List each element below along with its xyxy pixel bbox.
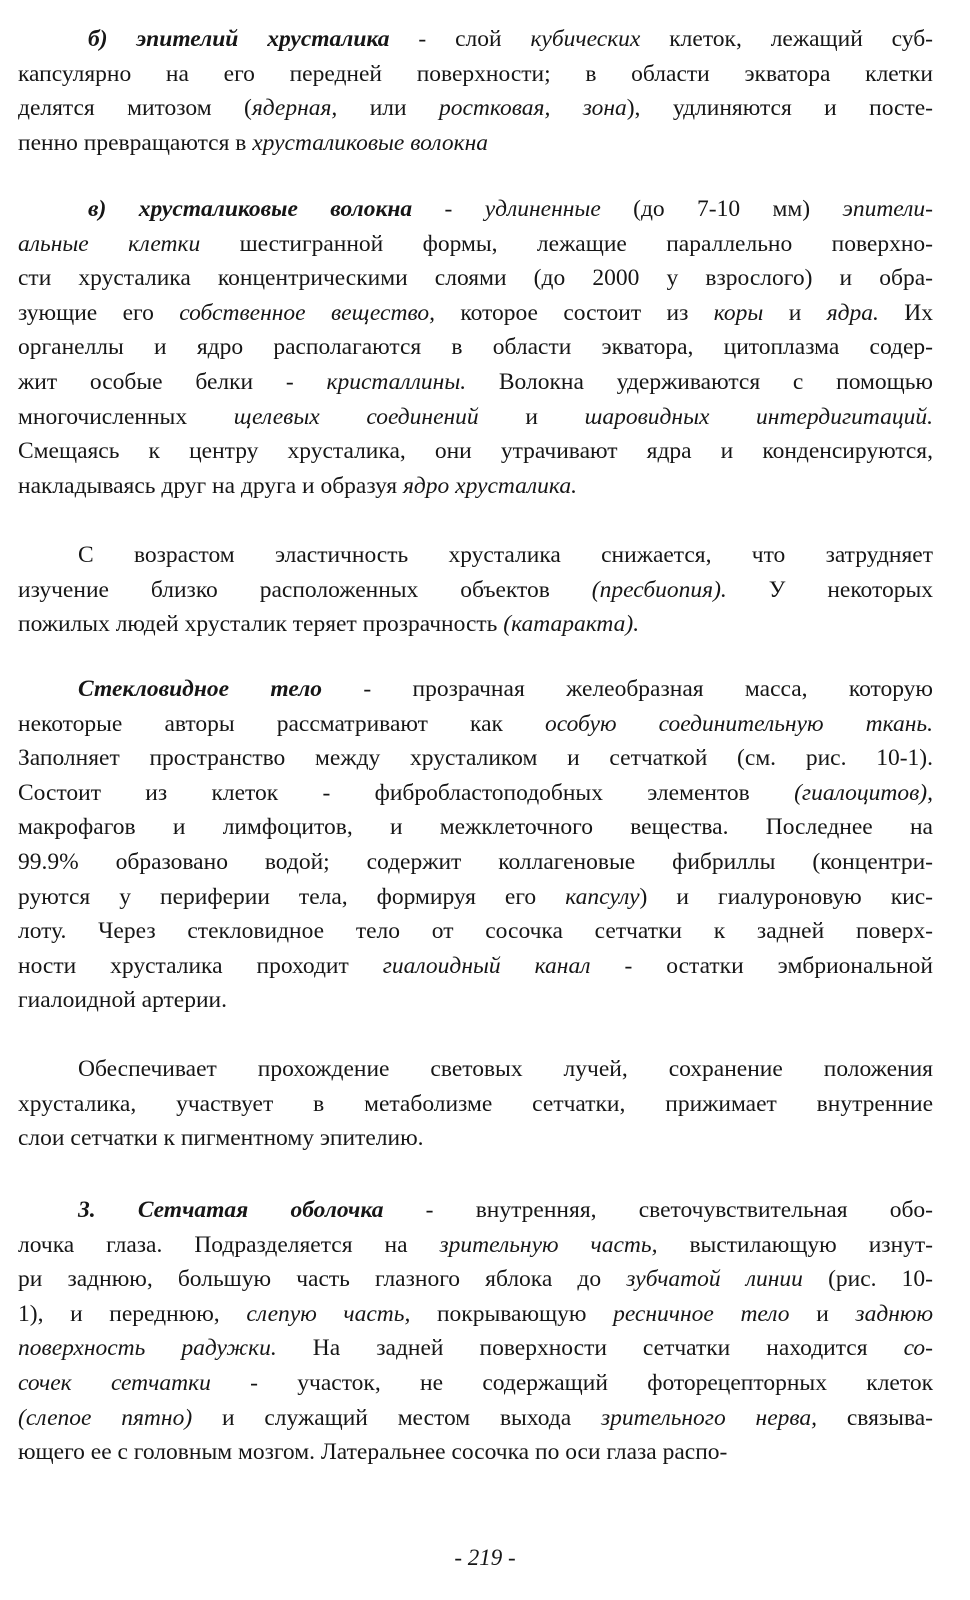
italic-term: ресничное тело	[613, 1300, 790, 1327]
text-line	[18, 707, 933, 742]
text-run: накладываясь друг на друга и образуя	[18, 472, 403, 499]
text-run: Их	[878, 299, 934, 326]
text-run: (рис. 10-	[802, 1266, 933, 1293]
text-run: зующие его	[18, 299, 180, 326]
text-line	[18, 434, 933, 469]
italic-term: удлиненные	[484, 196, 601, 222]
text-line	[18, 22, 933, 57]
italic-term: коры	[713, 299, 764, 326]
italic-term: гиалоидный канал	[382, 952, 591, 979]
text-run: пожилых людей хрусталик теряет прозрачность	[18, 611, 504, 638]
text-line	[18, 261, 933, 296]
paragraph-p6	[18, 1193, 933, 1470]
text-line	[18, 1193, 933, 1228]
italic-term: зубчатой линии	[626, 1266, 803, 1293]
text-line	[18, 1297, 933, 1332]
text-line	[18, 845, 933, 880]
text-line	[18, 776, 933, 811]
text-line	[18, 57, 933, 92]
text-run: У некоторых	[726, 576, 933, 603]
italic-term: ядра.	[826, 299, 879, 326]
text-run: Состоит из клеток - фибробластоподобных элементов	[18, 779, 795, 806]
text-run: и	[478, 403, 585, 430]
text-line	[18, 1366, 933, 1401]
text-line	[18, 1087, 933, 1122]
italic-term: (гиалоцитов),	[794, 779, 933, 806]
text-run: Заполняет пространство между хрусталиком и сетчаткой (см. рис. 10-1).	[18, 745, 933, 772]
text-line	[18, 1228, 933, 1263]
text-run: - прозрачная желеобразная масса, которую	[322, 676, 933, 702]
text-run: гиалоидной артерии.	[18, 987, 227, 1014]
text-run: делятся митозом (	[18, 95, 252, 122]
text-line	[18, 330, 933, 365]
text-run: - остатки эмбриональной	[590, 952, 933, 979]
text-run: лоту. Через стекловидное тело от сосочка сетчатки к задней поверх-	[18, 918, 933, 945]
paragraph-p2	[18, 192, 933, 503]
italic-term: капсулу	[565, 883, 640, 910]
text-line	[18, 126, 933, 161]
text-run: и	[789, 1300, 856, 1327]
text-line	[18, 192, 933, 227]
text-run: Смещаясь к центру хрусталика, они утрачивают ядра и конденсируются,	[18, 438, 933, 465]
text-run: пенно превращаются в	[18, 129, 253, 156]
text-run: - участок, не содержащий фоторецепторных клеток	[210, 1369, 933, 1396]
text-run: ), удлиняются и посте-	[626, 95, 934, 122]
text-run: капсулярно на его передней поверхности; в области экватора клетки	[18, 60, 933, 87]
text-run: которое состоит из	[434, 299, 714, 326]
text-run: лочка глаза. Подразделяется на	[18, 1231, 440, 1258]
text-line	[18, 1121, 933, 1156]
text-line	[18, 1435, 933, 1470]
text-run: органеллы и ядро располагаются в области экватора, цитоплазма содер-	[18, 334, 933, 361]
text-run: связыва-	[817, 1404, 934, 1431]
italic-term: кристаллины.	[326, 368, 467, 395]
text-line	[18, 672, 933, 707]
text-run: и	[763, 299, 827, 326]
italic-term: зрительного нерва,	[600, 1404, 818, 1431]
paragraph-p1	[18, 22, 933, 160]
italic-term: ростковая, зона	[438, 95, 627, 122]
text-line	[18, 469, 933, 504]
italic-term: хрусталиковые волокна	[252, 129, 488, 156]
italic-term: сочек сетчатки	[18, 1369, 211, 1396]
italic-term: эпители-	[842, 196, 933, 222]
section-heading: б) эпителий хрусталика	[88, 26, 390, 52]
text-line	[18, 365, 933, 400]
text-run: ) и гиалуроновую кис-	[639, 883, 934, 910]
text-run: (до 7-10 мм)	[600, 196, 843, 222]
italic-term: поверхность радужки.	[18, 1335, 277, 1362]
text-run: сти хрусталика концентрическими слоями (до 2000 у взрослого) и обра-	[18, 265, 933, 292]
text-line	[18, 227, 933, 262]
text-run: - слой	[389, 26, 531, 52]
page-number: - 219 -	[454, 1545, 516, 1570]
text-line	[18, 1052, 933, 1087]
text-run: руются у периферии тела, формируя его	[18, 883, 566, 910]
italic-term: шаровидных интердигитаций.	[584, 403, 933, 430]
text-line	[18, 1262, 933, 1297]
italic-term: заднюю	[855, 1300, 934, 1327]
text-line	[18, 880, 933, 915]
text-run: или	[337, 95, 439, 122]
text-run: клеток, лежащий суб-	[640, 26, 933, 52]
text-run: На задней поверхности сетчатки находится	[276, 1335, 904, 1362]
italic-term: со-	[903, 1335, 933, 1362]
text-line	[18, 91, 933, 126]
italic-term: слепую часть,	[246, 1300, 411, 1327]
section-heading: в) хрусталиковые волокна	[88, 196, 413, 222]
italic-term: (пресбиопия).	[591, 576, 727, 603]
text-run: Волокна удерживаются с помощью	[466, 368, 933, 395]
italic-term: щелевых соединений	[233, 403, 479, 430]
text-line	[18, 296, 933, 331]
italic-term: ядерная,	[251, 95, 338, 122]
italic-term: особую соединительную ткань.	[545, 710, 933, 737]
text-run: и служащий местом выхода	[192, 1404, 601, 1431]
text-line	[18, 983, 933, 1018]
text-run: -	[412, 196, 485, 222]
text-run: 1), и переднюю,	[18, 1300, 247, 1327]
text-run: шестигранной формы, лежащие параллельно поверхно-	[200, 230, 933, 257]
italic-term: кубических	[530, 26, 641, 52]
italic-term: (слепое пятно)	[18, 1404, 193, 1431]
text-run: ющего ее с головным мозгом. Латеральнее сосочка по оси глаза распо-	[18, 1439, 728, 1466]
text-run: 99.9% образовано водой; содержит коллагеновые фибриллы (концентри-	[18, 848, 933, 875]
text-run: слои сетчатки к пигментному эпителию.	[18, 1125, 424, 1152]
text-line	[18, 810, 933, 845]
italic-term: альные клетки	[18, 230, 201, 257]
text-run: изучение близко расположенных объектов	[18, 576, 592, 603]
italic-term: зрительную часть,	[439, 1231, 658, 1258]
text-run: С возрастом эластичность хрусталика снижается, что затрудняет	[78, 542, 933, 568]
text-line	[18, 607, 933, 642]
text-line	[18, 538, 933, 573]
text-run: ри заднюю, большую часть глазного яблока до	[18, 1266, 627, 1293]
text-line	[18, 949, 933, 984]
italic-term: ядро хрусталика.	[403, 472, 577, 499]
text-line	[18, 741, 933, 776]
text-run: Обеспечивает прохождение световых лучей, сохранение положения	[78, 1056, 933, 1082]
text-line	[18, 914, 933, 949]
text-run: многочисленных	[18, 403, 234, 430]
italic-term: (катаракта).	[503, 611, 640, 638]
text-line	[18, 573, 933, 608]
italic-term: собственное вещество,	[179, 299, 435, 326]
section-heading: 3. Сетчатая оболочка	[78, 1197, 384, 1223]
paragraph-p3	[18, 538, 933, 642]
text-run: макрофагов и лимфоцитов, и межклеточного вещества. Последнее на	[18, 814, 933, 841]
text-run: ности хрусталика проходит	[18, 952, 383, 979]
text-run: покрывающую	[410, 1300, 614, 1327]
text-line	[18, 1401, 933, 1436]
text-run: - внутренняя, светочувствительная обо-	[383, 1197, 933, 1223]
paragraph-p4	[18, 672, 933, 1018]
text-run: жит особые белки -	[18, 368, 327, 395]
text-run: выстилающую изнут-	[657, 1231, 933, 1258]
text-run: некоторые авторы рассматривают как	[18, 710, 546, 737]
text-run: хрусталика, участвует в метаболизме сетчатки, прижимает внутренние	[18, 1090, 933, 1117]
text-line	[18, 1331, 933, 1366]
section-heading: Стекловидное тело	[78, 676, 323, 702]
text-line	[18, 400, 933, 435]
paragraph-p5	[18, 1052, 933, 1156]
